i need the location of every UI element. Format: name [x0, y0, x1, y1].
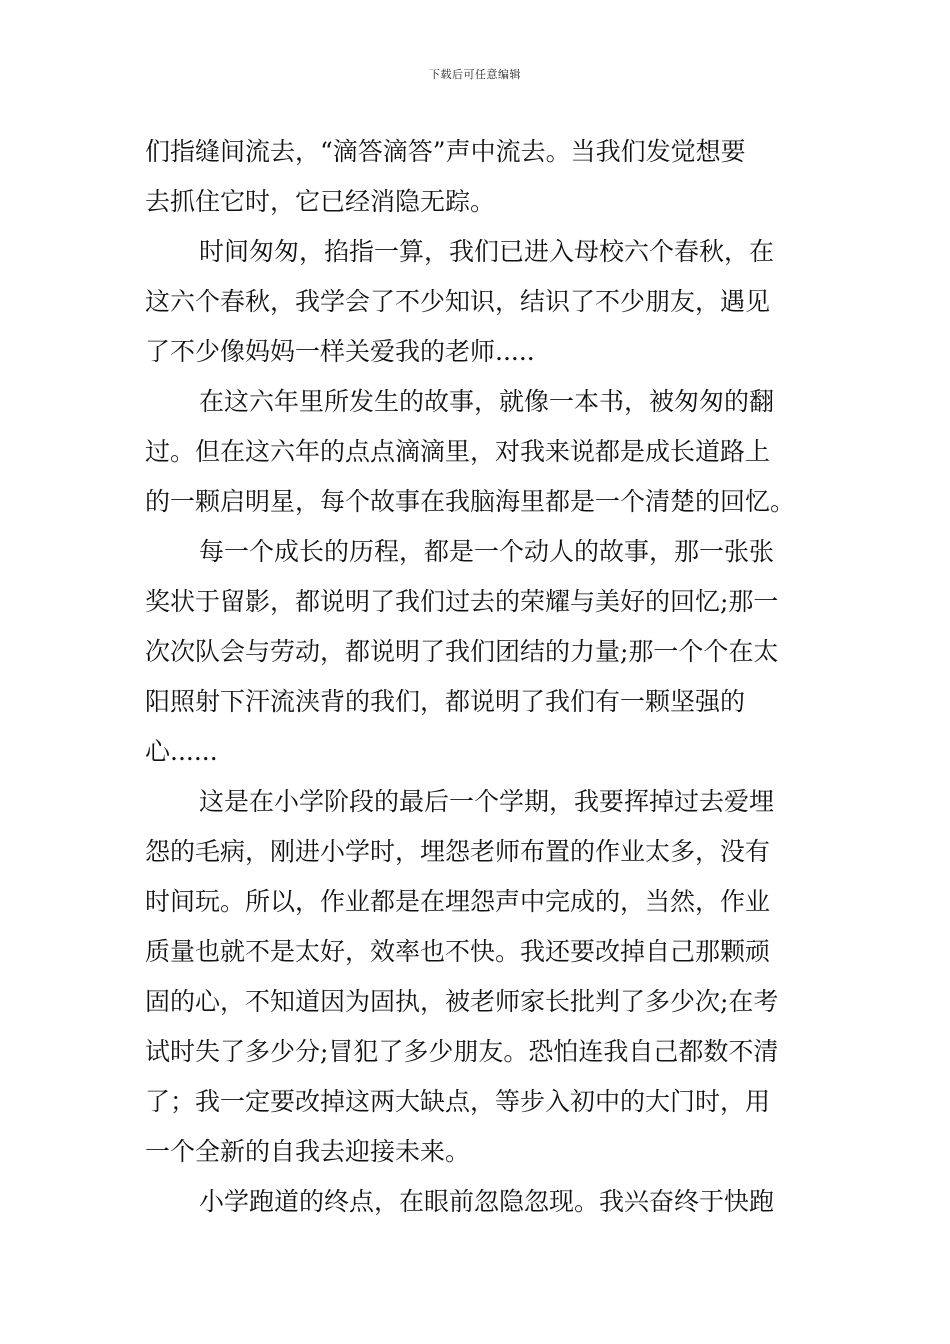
- text-line: 时间匆匆，掐指一算，我们已进入母校六个春秋，在: [199, 237, 775, 266]
- text-line: 质量也就不是太好，效率也不快。我还要改掉自己那颗顽: [145, 937, 771, 966]
- text-line: 这是在小学阶段的最后一个学期，我要挥掉过去爱埋: [199, 787, 775, 816]
- text-line: 奖状于留影，都说明了我们过去的荣耀与美好的回忆;那一: [145, 587, 779, 616]
- text-line: 们指缝间流去，“滴答滴答”声中流去。当我们发觉想要: [145, 137, 746, 166]
- text-line: 了；我一定要改掉这两大缺点，等步入初中的大门时，用: [145, 1087, 771, 1116]
- text-line: 在这六年里所发生的故事，就像一本书，被匆匆的翻: [199, 387, 775, 416]
- text-line: 去抓住它时，它已经消隐无踪。: [145, 187, 496, 216]
- document-body: [145, 127, 807, 1227]
- text-line: 时间玩。所以，作业都是在埋怨声中完成的，当然，作业: [145, 887, 771, 916]
- text-line: 试时失了多少分;冒犯了多少朋友。恐怕连我自己都数不清: [145, 1037, 779, 1066]
- text-line: 了不少像妈妈一样关爱我的老师.....: [145, 337, 535, 366]
- text-line: 心......: [145, 737, 218, 766]
- text-line: 的一颗启明星，每个故事在我脑海里都是一个清楚的回忆。: [145, 487, 796, 516]
- page-header: 下载后可任意编辑: [429, 68, 521, 81]
- text-line: 过。但在这六年的点点滴滴里，对我来说都是成长道路上: [145, 437, 771, 466]
- text-line: 怨的毛病，刚进小学时，埋怨老师布置的作业太多，没有: [145, 837, 771, 866]
- text-line: 小学跑道的终点，在眼前忽隐忽现。我兴奋终于快跑: [199, 1187, 775, 1216]
- text-line: 每一个成长的历程，都是一个动人的故事，那一张张: [199, 537, 775, 566]
- text-line: 固的心，不知道因为固执，被老师家长批判了多少次;在考: [145, 987, 779, 1016]
- text-line: 次次队会与劳动，都说明了我们团结的力量;那一个个在太: [145, 637, 779, 666]
- text-line: 一个全新的自我去迎接未来。: [145, 1137, 471, 1166]
- text-line: 这六个春秋，我学会了不少知识，结识了不少朋友，遇见: [145, 287, 771, 316]
- text-line: 阳照射下汗流浃背的我们，都说明了我们有一颗坚强的: [145, 687, 746, 716]
